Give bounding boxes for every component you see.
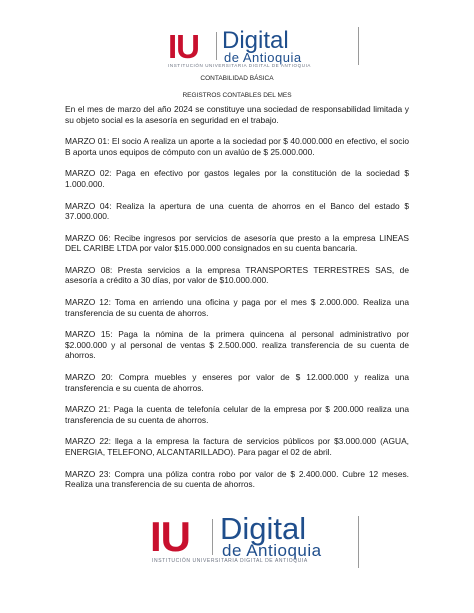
paragraph-marzo-04: MARZO 04: Realiza la apertura de una cuenta de ahorros en el Banco del estado $ 37.000.000.: [65, 200, 409, 222]
paragraph-intro: En el mes de marzo del año 2024 se constituye una sociedad de responsabilidad limitada y su objeto social es la asesoría en seguridad en el trabajo.: [65, 104, 409, 125]
paragraph-marzo-01: MARZO 01: El socio A realiza un aporte a la sociedad por $ 40.000.000 en efectivo, el socio B aporta unos equipos de cómputo con un avalúo de $ 25.000.000.: [65, 136, 409, 157]
logo-de-antioquia-text: de Antioquia: [222, 541, 322, 560]
footer-logo: [150, 511, 350, 564]
document-heading: CONTABILIDAD BÁSICA: [200, 75, 274, 82]
logo-digital-text: Digital: [220, 511, 307, 546]
logo-institution-text: INSTITUCIÓN UNIVERSITARIA DIGITAL DE ANTIOQUIA: [168, 63, 312, 68]
paragraph-marzo-20: MARZO 20: Compra muebles y enseres por valor de $ 12.000.000 y realiza una transferencia e su cuenta de ahorros.: [65, 372, 409, 393]
header-logo: [168, 27, 338, 68]
header-vertical-rule: [358, 27, 359, 65]
paragraph-marzo-08: MARZO 08: Presta servicios a la empresa TRANSPORTES TERRESTRES SAS, de asesoría a crédito a 30 días, por valor de $10.000.000.: [65, 264, 409, 286]
paragraph-marzo-02: MARZO 02: Paga en efectivo por gastos legales por la constitución de la sociedad $ 1.000.000.: [65, 168, 409, 189]
logo-digital-text: Digital: [222, 27, 289, 54]
paragraph-marzo-12: MARZO 12: Toma en arriendo una oficina y paga por el mes $ 2.000.000. Realiza una transferencia de su cuenta de ahorros.: [65, 297, 409, 318]
document-body: [65, 104, 409, 501]
footer-vertical-rule: [358, 516, 359, 568]
logo-divider: [216, 32, 217, 60]
logo-divider: [212, 519, 213, 555]
paragraph-marzo-06: MARZO 06: Recibe ingresos por servicios de asesoría que presto a la empresa LINEAS DEL CARIBE LTDA por valor $15.000.000 consignados en su cuenta bancaria.: [65, 232, 409, 254]
paragraph-marzo-23: MARZO 23: Compra una póliza contra robo por valor de $ 2.400.000. Cubre 12 meses. Realiza una transferencia de su cuenta de ahorros.: [65, 468, 409, 490]
paragraph-marzo-15: MARZO 15: Paga la nómina de la primera quincena al personal administrativo por $2.000.000 y al personal de ventas $ 2.500.000. realiza transferencia de su cuenta de ahorros.: [65, 329, 409, 361]
logo-institution-text: INSTITUCIÓN UNIVERSITARIA DIGITAL DE ANTIOQUIA: [152, 558, 308, 564]
logo-iu-mark: IU: [168, 28, 199, 65]
paragraph-marzo-21: MARZO 21: Paga la cuenta de telefonía celular de la empresa por $ 200.000 realiza una transferencia de su cuenta de ahorros.: [65, 404, 409, 425]
document-subheading: REGISTROS CONTABLES DEL MES: [182, 92, 292, 99]
logo-de-antioquia-text: de Antioquia: [224, 50, 302, 65]
logo-iu-mark: IU: [150, 513, 190, 560]
paragraph-marzo-22: MARZO 22: llega a la empresa la factura de servicios públicos por $3.000.000 (AGUA, ENERGIA, TELEFONO, ALCANTARILLADO). Para pagar el 02 de abril.: [65, 436, 409, 457]
